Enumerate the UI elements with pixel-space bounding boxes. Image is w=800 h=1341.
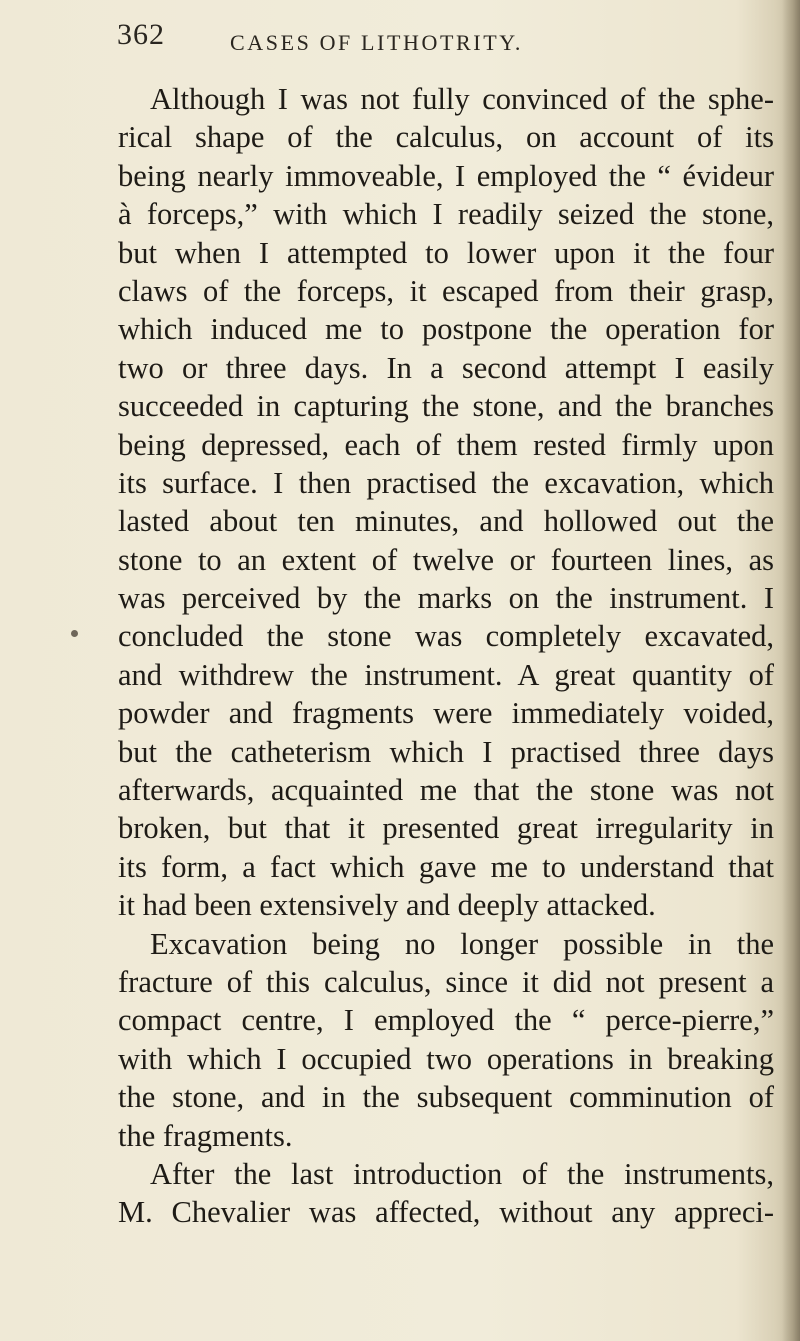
text-line: its surface. I then practised the excavation, which (118, 465, 774, 500)
page-number: 362 (117, 18, 165, 51)
text-line: stone to an extent of twelve or fourteen lines, as (118, 542, 774, 577)
text-line: and withdrew the instrument. A great quantity of (118, 657, 774, 692)
text-line: rical shape of the calculus, on account of its (118, 120, 774, 155)
text-line: its form, a fact which gave me to understand that (118, 849, 774, 884)
text-line: was perceived by the marks on the instrument. I (118, 581, 774, 616)
text-line: being depressed, each of them rested firmly upon (118, 427, 774, 462)
text-line: compact centre, I employed the “ perce-pierre,” (118, 1003, 774, 1038)
text-line: it had been extensively and deeply attacked. (118, 888, 656, 923)
text-line: concluded the stone was completely excavated, (118, 619, 774, 654)
text-line: broken, but that it presented great irregularity in (118, 811, 774, 846)
text-line: the stone, and in the subsequent comminution of (118, 1080, 774, 1115)
paper-speck (71, 630, 78, 637)
text-line: being nearly immoveable, I employed the “ évideur (118, 158, 774, 193)
text-line: the fragments. (118, 1118, 293, 1153)
text-line: afterwards, acquainted me that the stone was not (118, 773, 774, 808)
page-header (0, 18, 800, 66)
running-head: CASES OF LITHOTRITY. (230, 30, 524, 55)
text-line: which induced me to postpone the operation for (118, 312, 774, 347)
text-line: but the catheterism which I practised three days (118, 734, 774, 769)
text-line: After the last introduction of the instruments, (150, 1156, 774, 1191)
text-line: lasted about ten minutes, and hollowed out the (118, 504, 774, 539)
text-line: Excavation being no longer possible in the (150, 926, 774, 961)
text-line: claws of the forceps, it escaped from their grasp, (118, 273, 774, 308)
text-line: but when I attempted to lower upon it the four (118, 235, 774, 270)
text-line: succeeded in capturing the stone, and the branches (118, 389, 774, 424)
text-line: with which I occupied two operations in breaking (118, 1041, 774, 1076)
text-line: à forceps,” with which I readily seized the stone, (118, 197, 774, 232)
text-line: M. Chevalier was affected, without any appreci- (118, 1195, 774, 1230)
text-line: powder and fragments were immediately voided, (118, 696, 774, 731)
page-binding-shadow (782, 0, 800, 1341)
body-text (118, 80, 774, 1232)
text-line: Although I was not fully convinced of the sphe- (150, 82, 774, 116)
text-line: fracture of this calculus, since it did not present a (118, 964, 774, 999)
text-line: two or three days. In a second attempt I easily (118, 350, 774, 385)
